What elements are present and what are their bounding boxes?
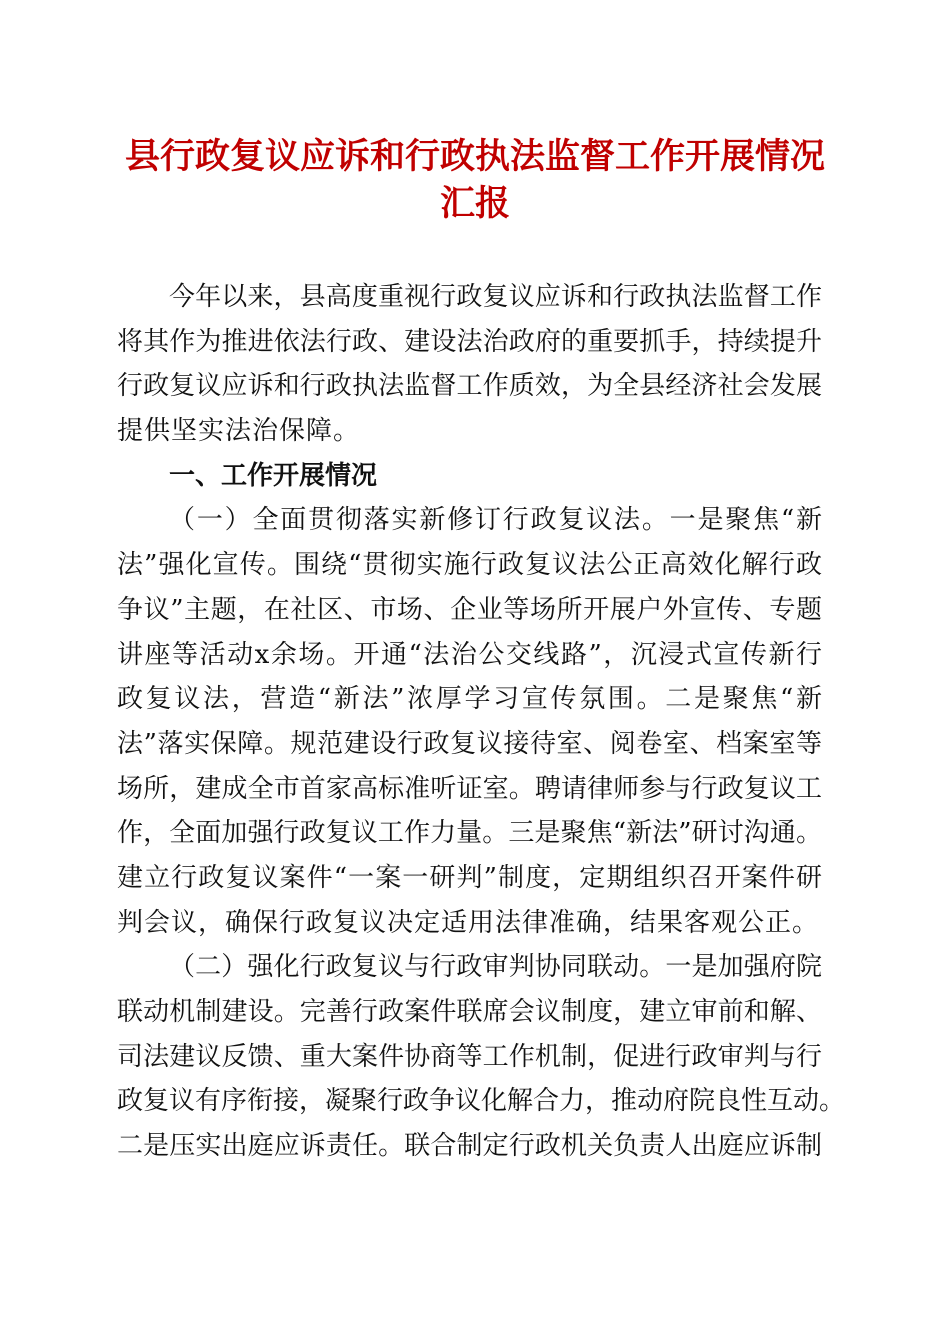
text-line: （二）强化行政复议与行政审判协同联动。一是加强府院 <box>169 952 822 983</box>
text-line: 争议”主题，在社区、市场、企业等场所开展户外宣传、专题 <box>117 594 822 625</box>
text-line: 政复议有序衔接，凝聚行政争议化解合力，推动府院良性互动。 <box>117 1086 846 1117</box>
paragraph <box>117 945 846 1168</box>
paragraph <box>117 275 822 454</box>
text-line: 作，全面加强行政复议工作力量。三是聚焦“新法”研讨沟通。 <box>117 818 822 849</box>
document-body <box>117 275 846 1169</box>
text-line: 联动机制建设。完善行政案件联席会议制度，建立审前和解、 <box>117 997 822 1027</box>
text-line: 今年以来，县高度重视行政复议应诉和行政执法监督工作 <box>169 282 822 312</box>
paragraph <box>117 498 822 945</box>
text-line: 二是压实出庭应诉责任。联合制定行政机关负责人出庭应诉制 <box>117 1131 822 1162</box>
text-line: 法”强化宣传。围绕“贯彻实施行政复议法公正高效化解行政 <box>117 550 822 581</box>
text-line: 提供坚实法治保障。 <box>117 416 361 447</box>
title-line: 县行政复议应诉和行政执法监督工作开展情况 <box>124 137 825 177</box>
text-line: 建立行政复议案件“一案一研判”制度，定期组织召开案件研 <box>117 862 822 893</box>
document-title <box>0 134 950 228</box>
text-line: 司法建议反馈、重大案件协商等工作机制，促进行政审判与行 <box>117 1041 822 1072</box>
text-line: 行政复议应诉和行政执法监督工作质效，为全县经济社会发展 <box>117 371 822 402</box>
text-line: 政复议法，营造“新法”浓厚学习宣传氛围。二是聚焦“新 <box>117 684 822 715</box>
text-line: 讲座等活动x余场。开通“法治公交线路”，沉浸式宣传新行 <box>117 639 822 670</box>
section-heading <box>117 454 822 499</box>
title-line: 汇报 <box>439 184 510 224</box>
text-line: 判会议，确保行政复议决定适用法律准确，结果客观公正。 <box>117 907 820 938</box>
text-line: （一）全面贯彻落实新修订行政复议法。一是聚焦“新 <box>169 505 822 536</box>
text-line: 法”落实保障。规范建设行政复议接待室、阅卷室、档案室等 <box>117 728 822 759</box>
text-line: 场所，建成全市首家高标准听证室。聘请律师参与行政复议工 <box>117 773 822 804</box>
text-line: 一、工作开展情况 <box>169 460 378 491</box>
text-line: 将其作为推进依法行政、建设法治政府的重要抓手，持续提升 <box>117 326 822 357</box>
